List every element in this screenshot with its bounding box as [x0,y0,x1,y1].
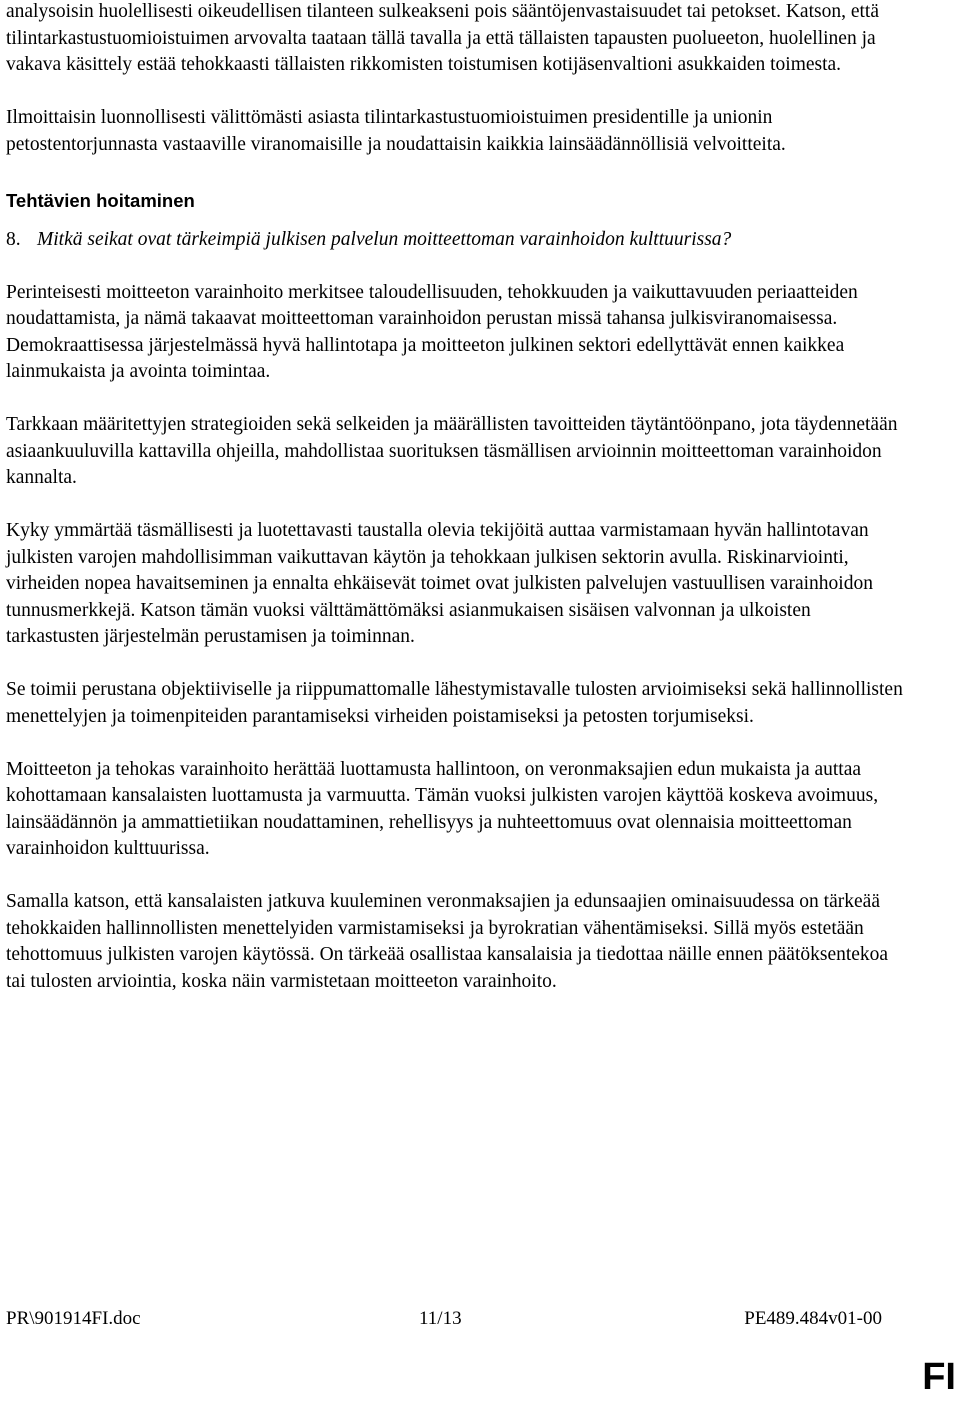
question-number: 8. [6,228,21,250]
document-body [6,0,906,995]
paragraph: Moitteeton ja tehokas varainhoito herättää luottamusta hallintoon, on veronmaksajien edun mukaista ja auttaa kohottamaan kansalaisten luottamusta ja varmuutta. Tämän vuoksi julkisten varojen käyttöä koskeva avoimuus, lainsäädännön ja ammattietiikan noudattaminen, rehellisyys ja nuhteettomuus ovat olennaisia moitteettoman varainhoidon kulttuurissa. [6,758,879,859]
footer-page-number: 11/13 [419,1308,462,1329]
footer-filename: PR\901914FI.doc [6,1308,141,1329]
paragraph: Tarkkaan määritettyjen strategioiden sekä selkeiden ja määrällisten tavoitteiden täytäntöönpano, jota täydennetään asiaankuuluvilla kattavilla ohjeilla, mahdollistaa suorituksen täsmällisen arvioinnin moitteettoman varainhoidon kannalta. [6,414,898,488]
language-code: FI [922,1356,956,1398]
section-heading: Tehtävien hoitaminen [6,190,195,211]
paragraph: Ilmoittaisin luonnollisesti välittömästi asiasta tilintarkastustuomioistuimen presidentille ja unionin petostentorjunnasta vastaaville viranomaisille ja noudattaisin kaikkia lainsäädännöllisiä velvoitteita. [6,107,786,155]
footer-reference: PE489.484v01-00 [744,1308,882,1329]
question [6,227,906,254]
paragraph: analysoisin huolellisesti oikeudellisen tilanteen sulkeakseni pois sääntöjenvastaisuudet tai petokset. Katson, että tilintarkastustuomioistuimen arvovalta taataan tällä tavalla ja että tällaisten tapausten puolueeton, huolellinen ja vakava käsittely estää tehokkaasti tällaisten rikkomisten toistumisen kotijäsenvaltioni asukkaiden toimesta. [6,1,879,75]
question-text: Mitkä seikat ovat tärkeimpiä julkisen palvelun moitteettoman varainhoidon kulttuurissa? [37,228,732,250]
paragraph: Kyky ymmärtää täsmällisesti ja luotettavasti taustalla olevia tekijöitä auttaa varmistamaan hyvän hallintotavan julkisten varojen mahdollisimman vaikuttavan käytön ja tehokkaan julkisen sektorin avulla. Riskinarviointi, virheiden nopea havaitseminen ja ennalta ehkäisevät toimet ovat julkisten palvelujen vastuullisen varainhoidon tunnusmerkkejä. Katson tämän vuoksi välttämättömäksi asianmukaisen sisäisen valvonnan ja ulkoisten tarkastusten järjestelmän perustamisen ja toiminnan. [6,520,873,647]
paragraph: Samalla katson, että kansalaisten jatkuva kuuleminen veronmaksajien ja edunsaajien ominaisuudessa on tärkeää tehokkaiden hallinnollisten menettelyiden varmistamiseksi ja byrokratian vähentämiseksi. Sillä myös estetään tehottomuus julkisten varojen käytössä. On tärkeää osallistaa kansalaisia ja tiedottaa näille ennen päätöksentekoa tai tulosten arviointia, koska näin varmistetaan moitteeton varainhoito. [6,891,889,992]
paragraph: Se toimii perustana objektiiviselle ja riippumattomalle lähestymistavalle tulosten arvioimiseksi sekä hallinnollisten menettelyjen ja toimenpiteiden parantamiseksi virheiden poistamiseksi ja petosten torjumiseksi. [6,679,903,727]
paragraph: Perinteisesti moitteeton varainhoito merkitsee taloudellisuuden, tehokkuuden ja vaikuttavuuden periaatteiden noudattamista, ja nämä takaavat moitteettoman varainhoidon perustan missä tahansa julkisviranomaisessa. Demokraattisessa järjestelmässä hyvä hallintotapa ja moitteeton julkinen sektori edellyttävät ennen kaikkea lainmukaista ja avointa toimintaa. [6,281,858,382]
page-footer [6,1304,882,1334]
